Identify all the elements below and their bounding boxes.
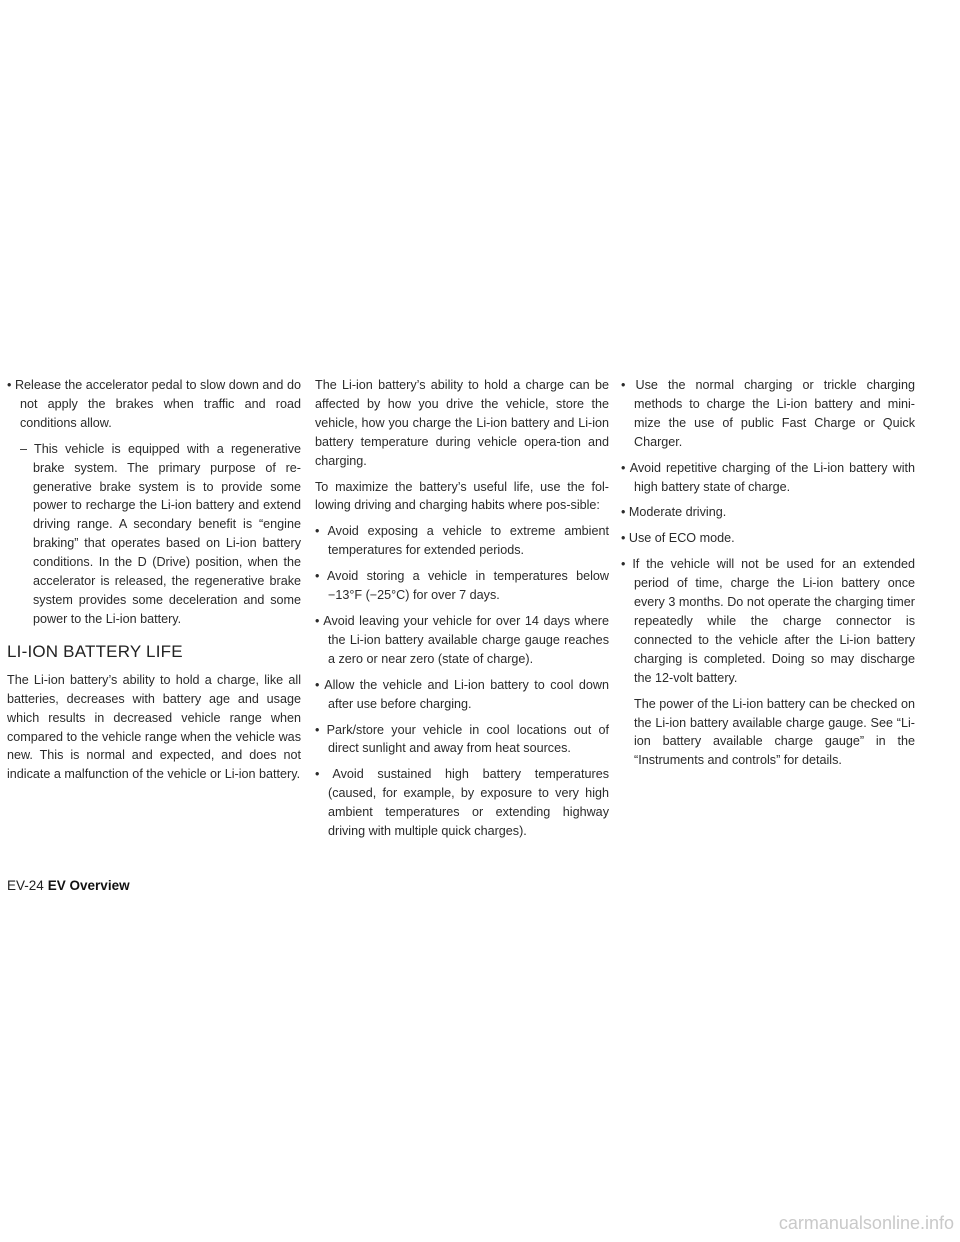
section-heading: LI-ION BATTERY LIFE (7, 641, 183, 661)
sub-item-regenerative-brake: – This vehicle is equipped with a regenerative brake system. The primary purpose of re-generative brake system is to provide some power to recharge the Li-ion battery and extend driving range. A secondary benefit is “engine braking” that operates based on Li-ion battery conditions. In the D (Drive) position, when the accelerator is released, the regenerative brake system provides some deceleration and some power to the Li-ion battery. (20, 441, 301, 626)
list-item: • Avoid sustained high battery temperatures (caused, for example, by exposure to very high ambient temperatures or extending highway driving with multiple quick charges). (315, 767, 609, 839)
page-number: EV-24 (7, 878, 44, 893)
watermark: carmanualsonline.info (778, 1213, 954, 1233)
paragraph-ability-to-hold-charge: The Li-ion battery’s ability to hold a charge can be affected by how you drive the vehicle, store the vehicle, how you charge the Li-ion battery and Li-ion battery temperature during vehicle opera-tion and charging. (315, 378, 609, 468)
page-footer (7, 877, 130, 895)
list-item: • Avoid storing a vehicle in temperatures below −13°F (−25°C) for over 7 days. (315, 569, 609, 603)
section-title: EV Overview (47, 878, 130, 893)
list-item: • Avoid exposing a vehicle to extreme ambient temperatures for extended periods. (315, 524, 609, 558)
paragraph-maximize-life: To maximize the battery’s useful life, use the fol-lowing driving and charging habits where pos-sible: (315, 479, 609, 513)
list-item: • Moderate driving. (621, 505, 727, 520)
list-item: • Park/store your vehicle in cool locations out of direct sunlight and away from heat sources. (315, 722, 609, 756)
list-item: • Avoid leaving your vehicle for over 14 days where the Li-ion battery available charge gauge reaches a zero or near zero (state of charge). (315, 613, 609, 666)
list-item: • Use the normal charging or trickle charging methods to charge the Li-ion battery and mini-mize the use of public Fast Charge or Quick Charger. (621, 378, 915, 449)
column-middle (315, 376, 609, 848)
list-item: • Use of ECO mode. (621, 531, 735, 546)
list-item: • If the vehicle will not be used for an extended period of time, charge the Li-ion battery once every 3 months. Do not operate the charging timer repeatedly while the charge connector is connected to the vehicle after the Li-ion battery charging is completed. Doing so may discharge the 12-volt battery. (621, 557, 915, 685)
column-right (621, 376, 915, 777)
paragraph-battery-life: The Li-ion battery’s ability to hold a charge, like all batteries, decreases with battery age and usage which results in decreased vehicle range when compared to the vehicle range when the vehicle was new. This is normal and expected, and does not indicate a malfunction of the vehicle or Li-ion battery. (7, 672, 301, 782)
bullet-release-accelerator: • Release the accelerator pedal to slow down and do not apply the brakes when traffic and road conditions allow. (7, 378, 301, 430)
paragraph-charge-gauge-note: The power of the Li-ion battery can be checked on the Li-ion battery available charge gauge. See “Li-ion battery available charge gauge” in the “Instruments and controls” for details. (634, 696, 915, 768)
column-left (7, 376, 301, 791)
list-item: • Avoid repetitive charging of the Li-ion battery with high battery state of charge. (621, 460, 915, 494)
list-item: • Allow the vehicle and Li-ion battery to cool down after use before charging. (315, 677, 609, 711)
